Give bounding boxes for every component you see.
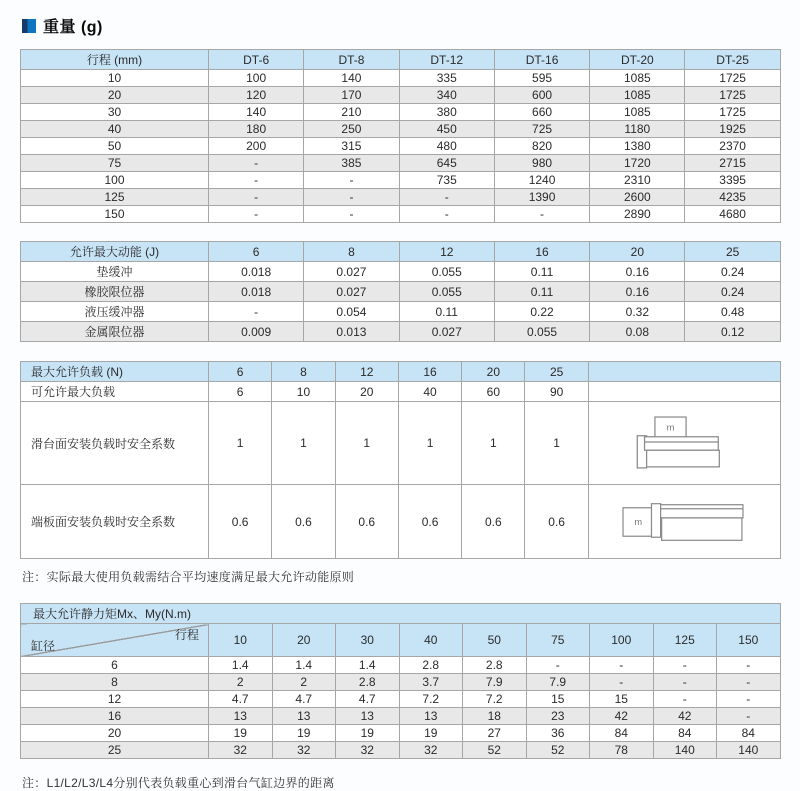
value-cell: 36 — [526, 725, 590, 742]
table-row — [21, 206, 781, 223]
value-cell: 0.055 — [494, 322, 589, 342]
table-row — [21, 691, 781, 708]
value-cell: - — [590, 657, 654, 674]
value-cell: 725 — [494, 121, 589, 138]
header-cell: 16 — [494, 242, 589, 262]
value-cell: - — [399, 189, 494, 206]
header-cell: 50 — [463, 624, 527, 657]
header-cell: 12 — [399, 242, 494, 262]
value-cell: - — [653, 691, 717, 708]
note-load-center: 注：L1/L2/L3/L4分别代表负载重心到滑台气缸边界的距离 — [22, 776, 335, 790]
value-cell: 0.16 — [590, 262, 685, 282]
row-label: 20 — [21, 725, 209, 742]
header-cell: 100 — [590, 624, 654, 657]
row-label: 金属限位器 — [21, 322, 209, 342]
value-cell: 1380 — [590, 138, 685, 155]
mass-label: m — [666, 422, 675, 433]
value-cell: 2310 — [590, 172, 685, 189]
slide-surface-safety-row — [21, 402, 781, 485]
value-cell: 18 — [463, 708, 527, 725]
value-cell: 2.8 — [399, 657, 463, 674]
value-cell: 600 — [494, 87, 589, 104]
value-cell: 19 — [209, 725, 273, 742]
header-cell: DT-25 — [685, 50, 780, 70]
value-cell: 1 — [272, 402, 335, 485]
value-cell: 13 — [272, 708, 336, 725]
value-cell: 19 — [272, 725, 336, 742]
row-label: 100 — [21, 172, 209, 189]
value-cell: 1240 — [494, 172, 589, 189]
value-cell: - — [717, 674, 781, 691]
diagonal-header-cell — [21, 624, 209, 657]
row-label: 40 — [21, 121, 209, 138]
value-cell: 1180 — [590, 121, 685, 138]
value-cell: 200 — [209, 138, 304, 155]
row-label: 橡胶限位器 — [21, 282, 209, 302]
value-cell: 480 — [399, 138, 494, 155]
header-cell: 20 — [462, 362, 525, 382]
value-cell: 140 — [304, 70, 399, 87]
header-cell: 6 — [209, 362, 272, 382]
value-cell: 1.4 — [272, 657, 336, 674]
header-cell: 最大允许负载 (N) — [21, 362, 209, 382]
value-cell: 4.7 — [272, 691, 336, 708]
table-row — [21, 725, 781, 742]
value-cell: 0.6 — [209, 485, 272, 559]
value-cell: 27 — [463, 725, 527, 742]
section-title-row — [22, 14, 780, 37]
value-cell: 10 — [272, 382, 335, 402]
header-cell: 150 — [717, 624, 781, 657]
table-row — [21, 742, 781, 759]
value-cell: 0.24 — [685, 282, 780, 302]
value-cell: 1390 — [494, 189, 589, 206]
row-label: 8 — [21, 674, 209, 691]
table-row — [21, 282, 781, 302]
header-cell: 8 — [272, 362, 335, 382]
header-cell: 行程 (mm) — [21, 50, 209, 70]
value-cell: 2 — [272, 674, 336, 691]
value-cell: 250 — [304, 121, 399, 138]
mass-on-end-plate-diagram — [622, 500, 746, 544]
value-cell: 32 — [272, 742, 336, 759]
header-cell: DT-6 — [209, 50, 304, 70]
row-label: 150 — [21, 206, 209, 223]
table-row — [21, 708, 781, 725]
diagram-cell — [588, 402, 780, 485]
value-cell: 140 — [209, 104, 304, 121]
value-cell: 340 — [399, 87, 494, 104]
value-cell: 84 — [590, 725, 654, 742]
value-cell: 0.16 — [590, 282, 685, 302]
value-cell: 210 — [304, 104, 399, 121]
value-cell: 4680 — [685, 206, 780, 223]
row-label: 10 — [21, 70, 209, 87]
value-cell: 60 — [462, 382, 525, 402]
header-cell: 16 — [398, 362, 461, 382]
value-cell: 90 — [525, 382, 588, 402]
value-cell: 1725 — [685, 70, 780, 87]
row-label: 30 — [21, 104, 209, 121]
value-cell: - — [209, 302, 304, 322]
table-row — [21, 322, 781, 342]
table-row — [21, 70, 781, 87]
value-cell: 595 — [494, 70, 589, 87]
value-cell: 0.027 — [399, 322, 494, 342]
header-cell: DT-8 — [304, 50, 399, 70]
table-row — [21, 87, 781, 104]
value-cell: 140 — [717, 742, 781, 759]
moment-table-header-row — [21, 624, 781, 657]
value-cell: 170 — [304, 87, 399, 104]
header-cell: 允许最大动能 (J) — [21, 242, 209, 262]
value-cell: 0.013 — [304, 322, 399, 342]
value-cell: 1720 — [590, 155, 685, 172]
value-cell: 3.7 — [399, 674, 463, 691]
header-cell: 10 — [209, 624, 273, 657]
value-cell: 180 — [209, 121, 304, 138]
value-cell: 2.8 — [336, 674, 400, 691]
value-cell: 52 — [526, 742, 590, 759]
row-label: 20 — [21, 87, 209, 104]
value-cell: 13 — [209, 708, 273, 725]
row-label: 液压缓冲器 — [21, 302, 209, 322]
value-cell: 1085 — [590, 104, 685, 121]
value-cell: 0.027 — [304, 282, 399, 302]
value-cell: 4235 — [685, 189, 780, 206]
value-cell: 2600 — [590, 189, 685, 206]
value-cell: 735 — [399, 172, 494, 189]
weight-table — [20, 49, 781, 223]
value-cell: 0.11 — [399, 302, 494, 322]
header-cell: 30 — [336, 624, 400, 657]
table-row — [21, 302, 781, 322]
mass-on-slide-table-diagram — [634, 416, 734, 470]
value-cell: 20 — [335, 382, 398, 402]
empty-cell — [588, 382, 780, 402]
value-cell: 0.055 — [399, 282, 494, 302]
value-cell: 2890 — [590, 206, 685, 223]
note-kinetic-energy: 注：实际最大使用负载需结合平均速度满足最大允许动能原则 — [22, 570, 355, 584]
value-cell: - — [304, 172, 399, 189]
value-cell: 2370 — [685, 138, 780, 155]
value-cell: 820 — [494, 138, 589, 155]
value-cell: - — [399, 206, 494, 223]
header-cell: 20 — [590, 242, 685, 262]
value-cell: 0.054 — [304, 302, 399, 322]
value-cell: 2 — [209, 674, 273, 691]
value-cell: - — [304, 189, 399, 206]
header-cell: DT-12 — [399, 50, 494, 70]
corner-label-stroke: 行程 — [174, 628, 199, 642]
end-plate-safety-row — [21, 485, 781, 559]
value-cell: 335 — [399, 70, 494, 87]
value-cell: 0.6 — [462, 485, 525, 559]
weight-table-header-row — [21, 50, 781, 70]
corner-label-bore: 缸径 — [31, 639, 56, 653]
value-cell: 0.6 — [398, 485, 461, 559]
value-cell: 19 — [336, 725, 400, 742]
row-label: 12 — [21, 691, 209, 708]
max-load-row — [21, 382, 781, 402]
value-cell: 380 — [399, 104, 494, 121]
value-cell: 0.018 — [209, 282, 304, 302]
value-cell: - — [209, 189, 304, 206]
value-cell: - — [653, 657, 717, 674]
value-cell: 4.7 — [209, 691, 273, 708]
value-cell: 32 — [336, 742, 400, 759]
value-cell: 1.4 — [209, 657, 273, 674]
value-cell: 15 — [526, 691, 590, 708]
value-cell: 4.7 — [336, 691, 400, 708]
table-row — [21, 657, 781, 674]
header-cell: DT-20 — [590, 50, 685, 70]
value-cell: 32 — [209, 742, 273, 759]
row-label: 125 — [21, 189, 209, 206]
value-cell: 1 — [525, 402, 588, 485]
value-cell: 3395 — [685, 172, 780, 189]
mass-label: m — [634, 516, 643, 527]
row-label: 25 — [21, 742, 209, 759]
value-cell: 40 — [398, 382, 461, 402]
row-label: 16 — [21, 708, 209, 725]
value-cell: - — [209, 172, 304, 189]
value-cell: 0.009 — [209, 322, 304, 342]
kinetic-energy-table — [20, 241, 781, 342]
moment-table-title-row — [21, 604, 781, 624]
value-cell: 1925 — [685, 121, 780, 138]
value-cell: - — [717, 708, 781, 725]
value-cell: - — [304, 206, 399, 223]
table-row — [21, 155, 781, 172]
header-cell: 8 — [304, 242, 399, 262]
row-label: 端板面安装负载时安全系数 — [21, 485, 209, 559]
value-cell: 0.12 — [685, 322, 780, 342]
value-cell: 84 — [653, 725, 717, 742]
table-row — [21, 262, 781, 282]
value-cell: - — [653, 674, 717, 691]
value-cell: 0.6 — [272, 485, 335, 559]
row-label: 可允许最大负载 — [21, 382, 209, 402]
max-load-table — [20, 361, 781, 559]
value-cell: 385 — [304, 155, 399, 172]
row-label: 75 — [21, 155, 209, 172]
value-cell: 1.4 — [336, 657, 400, 674]
value-cell: - — [494, 206, 589, 223]
value-cell: 52 — [463, 742, 527, 759]
table-row — [21, 189, 781, 206]
value-cell: 15 — [590, 691, 654, 708]
static-moment-table — [20, 603, 781, 759]
value-cell: 0.32 — [590, 302, 685, 322]
value-cell: 2715 — [685, 155, 780, 172]
value-cell: 0.6 — [335, 485, 398, 559]
page-title: 重量 (g) — [43, 19, 103, 36]
value-cell: 7.2 — [463, 691, 527, 708]
value-cell: 0.24 — [685, 262, 780, 282]
value-cell: 0.48 — [685, 302, 780, 322]
section-marker-icon — [22, 19, 36, 33]
value-cell: 19 — [399, 725, 463, 742]
value-cell: 0.6 — [525, 485, 588, 559]
value-cell: 1 — [398, 402, 461, 485]
table-row — [21, 121, 781, 138]
header-cell: 125 — [653, 624, 717, 657]
value-cell: - — [209, 155, 304, 172]
header-cell — [588, 362, 780, 382]
table-row — [21, 172, 781, 189]
value-cell: 2.8 — [463, 657, 527, 674]
table-row — [21, 104, 781, 121]
row-label: 6 — [21, 657, 209, 674]
value-cell: - — [717, 657, 781, 674]
header-cell: 75 — [526, 624, 590, 657]
value-cell: 84 — [717, 725, 781, 742]
row-label: 垫缓冲 — [21, 262, 209, 282]
value-cell: 0.22 — [494, 302, 589, 322]
value-cell: 0.11 — [494, 262, 589, 282]
table-row — [21, 138, 781, 155]
value-cell: 78 — [590, 742, 654, 759]
row-label: 滑台面安装负载时安全系数 — [21, 402, 209, 485]
value-cell: 7.2 — [399, 691, 463, 708]
value-cell: 315 — [304, 138, 399, 155]
value-cell: 645 — [399, 155, 494, 172]
value-cell: 660 — [494, 104, 589, 121]
value-cell: - — [526, 657, 590, 674]
value-cell: 1085 — [590, 87, 685, 104]
value-cell: 0.055 — [399, 262, 494, 282]
header-cell: 20 — [272, 624, 336, 657]
value-cell: 1085 — [590, 70, 685, 87]
value-cell: 120 — [209, 87, 304, 104]
value-cell: 980 — [494, 155, 589, 172]
moment-table-title: 最大允许静力矩Mx、My(N.m) — [21, 604, 781, 624]
header-cell: 40 — [399, 624, 463, 657]
value-cell: 7.9 — [526, 674, 590, 691]
energy-table-header-row — [21, 242, 781, 262]
value-cell: 1 — [335, 402, 398, 485]
header-cell: 12 — [335, 362, 398, 382]
value-cell: 13 — [399, 708, 463, 725]
value-cell: 1725 — [685, 87, 780, 104]
value-cell: 23 — [526, 708, 590, 725]
value-cell: 100 — [209, 70, 304, 87]
value-cell: 140 — [653, 742, 717, 759]
header-cell: DT-16 — [494, 50, 589, 70]
value-cell: 7.9 — [463, 674, 527, 691]
value-cell: 6 — [209, 382, 272, 402]
value-cell: 32 — [399, 742, 463, 759]
value-cell: 42 — [590, 708, 654, 725]
value-cell: 0.027 — [304, 262, 399, 282]
value-cell: 450 — [399, 121, 494, 138]
diagram-cell — [588, 485, 780, 559]
value-cell: - — [209, 206, 304, 223]
header-cell: 25 — [685, 242, 780, 262]
value-cell: 0.018 — [209, 262, 304, 282]
header-cell: 6 — [209, 242, 304, 262]
value-cell: 1 — [462, 402, 525, 485]
value-cell: - — [717, 691, 781, 708]
value-cell: 13 — [336, 708, 400, 725]
value-cell: 42 — [653, 708, 717, 725]
value-cell: - — [590, 674, 654, 691]
header-cell: 25 — [525, 362, 588, 382]
value-cell: 1 — [209, 402, 272, 485]
row-label: 50 — [21, 138, 209, 155]
value-cell: 0.08 — [590, 322, 685, 342]
value-cell: 1725 — [685, 104, 780, 121]
value-cell: 0.11 — [494, 282, 589, 302]
table-row — [21, 674, 781, 691]
load-table-header-row — [21, 362, 781, 382]
